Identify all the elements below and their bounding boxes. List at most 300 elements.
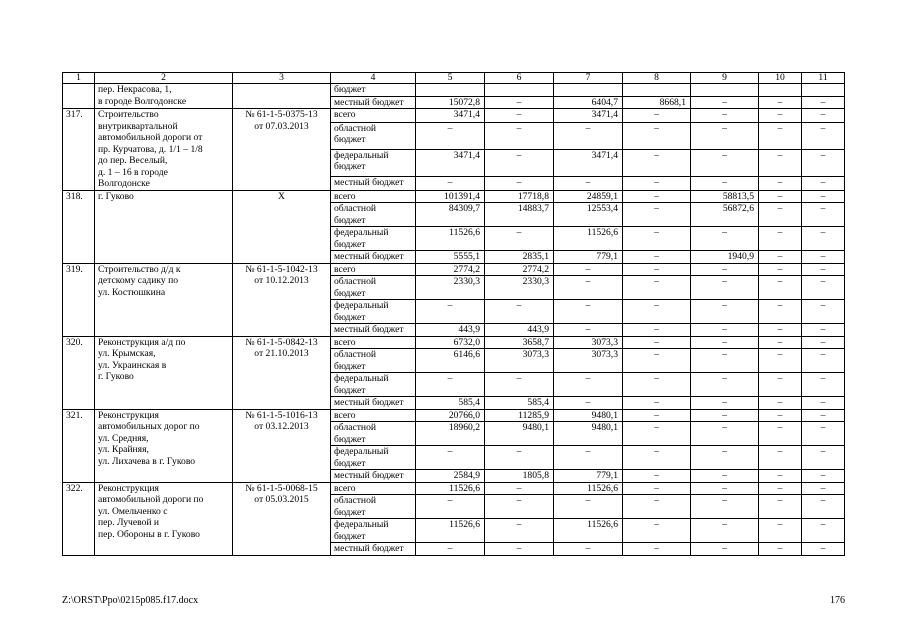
funding-source-cell — [331, 446, 416, 470]
object-name-line: пр. Курчатова, д. 1/1 – 1/8 — [98, 143, 203, 155]
amount-cell: 1805,8 — [485, 470, 554, 483]
amount-cell: 11526,6 — [416, 227, 485, 251]
funding-source-label: всего — [334, 263, 356, 275]
expertise-code-line: № 61-1-5-1016-13 — [245, 409, 318, 421]
amount-cell: – — [691, 263, 759, 276]
page-number: 176 — [830, 595, 845, 606]
funding-source-cell — [331, 409, 416, 422]
amount-cell: – — [802, 336, 845, 349]
amount-cell: – — [554, 543, 623, 556]
amount-cell: – — [623, 495, 691, 519]
amount-cell: – — [759, 543, 802, 556]
funding-source-cell — [331, 276, 416, 300]
amount-cell: – — [691, 300, 759, 324]
object-name-line: автомобильной дороги от — [98, 132, 203, 143]
funding-source-cell — [331, 422, 416, 446]
amount-cell: – — [691, 482, 759, 495]
amount-cell: 6732,0 — [416, 336, 485, 349]
amount-cell: – — [802, 251, 845, 264]
funding-source-cell — [331, 251, 416, 264]
amount-cell: – — [691, 276, 759, 300]
object-name-cell — [95, 109, 233, 191]
amount-cell: – — [485, 227, 554, 251]
amount-cell — [802, 84, 845, 97]
amount-cell: 779,1 — [554, 470, 623, 483]
funding-source-label: местный бюджет — [334, 96, 404, 108]
budget-table — [62, 72, 845, 556]
amount-cell: – — [485, 122, 554, 149]
amount-cell: 2330,3 — [485, 276, 554, 300]
amount-cell: – — [416, 176, 485, 190]
object-name-cell — [95, 409, 233, 482]
object-name-line: ул. Лихачева в г. Гуково — [98, 455, 196, 467]
item-number-cell: 322. — [63, 482, 95, 555]
expertise-code-cell — [233, 84, 331, 109]
amount-cell: 443,9 — [485, 324, 554, 337]
amount-cell: 9480,1 — [554, 422, 623, 446]
amount-cell: 18960,2 — [416, 422, 485, 446]
amount-cell: 443,9 — [416, 324, 485, 337]
amount-cell: – — [416, 300, 485, 324]
amount-cell: – — [691, 96, 759, 109]
amount-cell: – — [759, 409, 802, 422]
funding-source-cell — [331, 96, 416, 109]
table-row — [63, 482, 845, 495]
amount-cell: 3073,3 — [485, 349, 554, 373]
object-name-line: ул. Омельченко с — [98, 505, 168, 517]
object-name-line: детскому садику по — [98, 275, 179, 286]
funding-source-cell — [331, 519, 416, 543]
amount-cell: – — [802, 470, 845, 483]
column-number-header: 6 — [485, 73, 554, 84]
funding-source-cell — [331, 227, 416, 251]
amount-cell: 6146,6 — [416, 349, 485, 373]
amount-cell: – — [759, 324, 802, 337]
amount-cell: 3073,3 — [554, 349, 623, 373]
expertise-code-cell — [233, 190, 331, 263]
item-number-cell: 319. — [63, 263, 95, 336]
amount-cell: – — [485, 176, 554, 190]
funding-source-label: бюджет — [334, 360, 366, 372]
amount-cell: – — [623, 422, 691, 446]
funding-source-label: всего — [334, 409, 356, 421]
amount-cell: – — [759, 422, 802, 446]
item-number-cell: 318. — [63, 190, 95, 263]
funding-source-cell — [331, 543, 416, 556]
funding-source-cell — [331, 349, 416, 373]
amount-cell: – — [554, 122, 623, 149]
amount-cell: – — [623, 336, 691, 349]
expertise-code-line: № 61-1-5-0068-15 — [245, 482, 318, 494]
amount-cell: 3471,4 — [416, 149, 485, 176]
amount-cell: – — [759, 446, 802, 470]
amount-cell: 3471,4 — [554, 109, 623, 123]
amount-cell: – — [623, 190, 691, 203]
object-name-line: Строительство — [98, 109, 159, 120]
funding-source-label: бюджет — [334, 311, 366, 323]
amount-cell: – — [691, 122, 759, 149]
funding-source-label: бюджет — [334, 214, 366, 226]
amount-cell: – — [802, 482, 845, 495]
amount-cell: – — [623, 373, 691, 397]
amount-cell: – — [554, 263, 623, 276]
funding-source-cell — [331, 84, 416, 97]
funding-source-label: федеральный — [334, 227, 389, 238]
amount-cell: – — [623, 324, 691, 337]
amount-cell: – — [623, 203, 691, 227]
funding-source-label: местный бюджет — [334, 324, 404, 335]
funding-source-cell — [331, 109, 416, 123]
funding-source-label: всего — [334, 336, 356, 348]
amount-cell: – — [623, 227, 691, 251]
amount-cell: – — [759, 495, 802, 519]
amount-cell: – — [759, 227, 802, 251]
amount-cell: – — [691, 349, 759, 373]
amount-cell: – — [485, 495, 554, 519]
amount-cell: 585,4 — [485, 397, 554, 410]
amount-cell: – — [802, 373, 845, 397]
funding-source-label: бюджет — [334, 530, 366, 542]
expertise-code-cell — [233, 109, 331, 191]
amount-cell: – — [691, 324, 759, 337]
funding-source-cell — [331, 482, 416, 495]
object-name-line: Реконструкция — [98, 409, 159, 421]
funding-source-cell — [331, 149, 416, 176]
funding-source-cell — [331, 470, 416, 483]
funding-source-label: областной — [334, 203, 377, 214]
funding-source-cell — [331, 324, 416, 337]
object-name-line: пер. Лучевой и — [98, 517, 160, 528]
amount-cell: – — [623, 397, 691, 410]
amount-cell: – — [759, 470, 802, 483]
funding-source-label: федеральный — [334, 300, 389, 311]
amount-cell: 2330,3 — [416, 276, 485, 300]
amount-cell: – — [691, 543, 759, 556]
funding-source-cell — [331, 495, 416, 519]
amount-cell: – — [802, 149, 845, 176]
amount-cell: – — [759, 190, 802, 203]
object-name-line: ул. Костюшкина — [98, 286, 166, 298]
amount-cell: 24859,1 — [554, 190, 623, 203]
expertise-code-line: от 03.12.2013 — [254, 421, 309, 432]
funding-source-label: бюджет — [334, 238, 366, 250]
amount-cell: – — [623, 122, 691, 149]
funding-source-label: бюджет — [334, 134, 366, 146]
object-name-line: внутриквартальной — [98, 120, 178, 132]
funding-source-label: всего — [334, 109, 356, 120]
amount-cell: 9480,1 — [554, 409, 623, 422]
expertise-code-line: от 05.03.2015 — [254, 494, 309, 505]
funding-source-label: областной — [334, 276, 377, 287]
column-number-header: 10 — [759, 73, 802, 84]
amount-cell: 17718,8 — [485, 190, 554, 203]
amount-cell: 3471,4 — [416, 109, 485, 123]
object-name-line: ул. Украинская в — [98, 359, 167, 371]
object-name-cell — [95, 263, 233, 336]
amount-cell: – — [691, 227, 759, 251]
amount-cell: – — [759, 519, 802, 543]
funding-source-label: федеральный — [334, 446, 389, 457]
amount-cell: 14883,7 — [485, 203, 554, 227]
funding-source-label: областной — [334, 495, 377, 506]
amount-cell: – — [485, 149, 554, 176]
amount-cell: – — [759, 96, 802, 109]
funding-source-label: федеральный — [334, 149, 389, 161]
object-name-cell — [95, 482, 233, 555]
amount-cell: – — [416, 543, 485, 556]
table-row — [63, 409, 845, 422]
amount-cell: – — [691, 336, 759, 349]
amount-cell: – — [485, 96, 554, 109]
funding-source-label: всего — [334, 190, 356, 202]
amount-cell: – — [691, 109, 759, 123]
amount-cell: – — [416, 495, 485, 519]
funding-source-cell — [331, 190, 416, 203]
amount-cell — [691, 84, 759, 97]
amount-cell: – — [623, 109, 691, 123]
amount-cell: – — [554, 397, 623, 410]
amount-cell: – — [802, 122, 845, 149]
object-name-line: автомобильных дорог по — [98, 421, 200, 432]
amount-cell: – — [802, 96, 845, 109]
funding-source-label: бюджет — [334, 457, 366, 469]
amount-cell: 11526,6 — [554, 227, 623, 251]
amount-cell: – — [554, 276, 623, 300]
funding-source-cell — [331, 373, 416, 397]
funding-source-label: всего — [334, 482, 356, 494]
amount-cell: – — [623, 276, 691, 300]
amount-cell: – — [759, 336, 802, 349]
column-number-header: 1 — [63, 73, 95, 84]
amount-cell: – — [802, 519, 845, 543]
amount-cell: – — [802, 495, 845, 519]
funding-source-cell — [331, 176, 416, 190]
amount-cell: – — [759, 263, 802, 276]
amount-cell: 5555,1 — [416, 251, 485, 264]
amount-cell: – — [623, 349, 691, 373]
footer-file-path: Z:\ORST\Ppo\0215p085.f17.docx — [62, 595, 199, 606]
amount-cell: – — [802, 397, 845, 410]
amount-cell: 84309,7 — [416, 203, 485, 227]
expertise-code-line: № 61-1-5-1042-13 — [245, 263, 318, 275]
amount-cell: – — [485, 109, 554, 123]
amount-cell: 11526,6 — [416, 519, 485, 543]
amount-cell: – — [623, 543, 691, 556]
amount-cell: – — [802, 263, 845, 276]
amount-cell: – — [485, 543, 554, 556]
funding-source-label: местный бюджет — [334, 176, 404, 188]
amount-cell: – — [485, 519, 554, 543]
funding-source-cell — [331, 203, 416, 227]
funding-source-label: федеральный — [334, 373, 389, 384]
funding-source-label: местный бюджет — [334, 470, 404, 481]
amount-cell: 3073,3 — [554, 336, 623, 349]
amount-cell: – — [802, 324, 845, 337]
amount-cell: – — [554, 176, 623, 190]
amount-cell: 2774,2 — [416, 263, 485, 276]
amount-cell: – — [759, 373, 802, 397]
amount-cell: – — [554, 446, 623, 470]
amount-cell: – — [802, 349, 845, 373]
funding-source-cell — [331, 397, 416, 410]
amount-cell: – — [759, 397, 802, 410]
amount-cell: 8668,1 — [623, 96, 691, 109]
funding-source-label: местный бюджет — [334, 543, 404, 554]
amount-cell: – — [416, 446, 485, 470]
amount-cell: – — [485, 373, 554, 397]
expertise-code-cell — [233, 482, 331, 555]
amount-cell: – — [802, 176, 845, 190]
object-name-line: Реконструкция а/д по — [98, 336, 186, 348]
amount-cell: 3471,4 — [554, 149, 623, 176]
amount-cell: – — [759, 251, 802, 264]
amount-cell: – — [623, 251, 691, 264]
amount-cell: – — [802, 276, 845, 300]
column-number-header: 3 — [233, 73, 331, 84]
object-name-line: Строительство д/д к — [98, 263, 181, 275]
amount-cell: – — [759, 349, 802, 373]
amount-cell: – — [554, 373, 623, 397]
object-name-line: г. Гуково — [98, 190, 134, 202]
amount-cell: – — [802, 300, 845, 324]
amount-cell: – — [623, 263, 691, 276]
amount-cell: – — [759, 149, 802, 176]
table-row — [63, 190, 845, 203]
funding-source-label: бюджет — [334, 384, 366, 396]
object-name-cell — [95, 84, 233, 109]
header-row — [63, 73, 845, 84]
amount-cell: – — [691, 495, 759, 519]
object-name-line: ул. Крайняя, — [98, 444, 149, 455]
amount-cell: – — [691, 470, 759, 483]
amount-cell — [623, 84, 691, 97]
object-name-line: пер. Некрасова, 1, — [98, 84, 172, 95]
amount-cell — [416, 84, 485, 97]
amount-cell: – — [759, 122, 802, 149]
amount-cell: 3658,7 — [485, 336, 554, 349]
object-name-line: автомобильной дороги по — [98, 494, 204, 505]
amount-cell: – — [691, 519, 759, 543]
amount-cell: – — [802, 227, 845, 251]
table-body — [63, 73, 845, 556]
funding-source-label: бюджет — [334, 433, 366, 445]
amount-cell: – — [802, 190, 845, 203]
amount-cell: 58813,5 — [691, 190, 759, 203]
column-number-header: 9 — [691, 73, 759, 84]
amount-cell: 20766,0 — [416, 409, 485, 422]
expertise-code-line: от 07.03.2013 — [254, 120, 309, 132]
funding-source-label: бюджет — [334, 84, 366, 95]
amount-cell: – — [623, 482, 691, 495]
amount-cell: 2774,2 — [485, 263, 554, 276]
amount-cell: – — [554, 495, 623, 519]
amount-cell: – — [691, 149, 759, 176]
amount-cell — [759, 84, 802, 97]
amount-cell: 585,4 — [416, 397, 485, 410]
object-name-line: в городе Волгодонске — [98, 95, 187, 107]
object-name-line: пер. Обороны в г. Гуково — [98, 528, 200, 540]
amount-cell: 6404,7 — [554, 96, 623, 109]
item-number-cell: 321. — [63, 409, 95, 482]
amount-cell: – — [623, 149, 691, 176]
amount-cell: – — [623, 519, 691, 543]
expertise-code-line: № 61-1-5-0842-13 — [245, 336, 318, 348]
column-number-header: 4 — [331, 73, 416, 84]
amount-cell: – — [416, 373, 485, 397]
column-number-header: 2 — [95, 73, 233, 84]
item-number-cell: 320. — [63, 336, 95, 409]
amount-cell: – — [802, 203, 845, 227]
expertise-code-line: Х — [278, 190, 285, 202]
amount-cell: – — [691, 397, 759, 410]
amount-cell: – — [623, 470, 691, 483]
object-name-line: д. 1 – 16 в городе — [98, 166, 168, 178]
amount-cell: – — [802, 109, 845, 123]
amount-cell: – — [759, 482, 802, 495]
funding-source-cell — [331, 122, 416, 149]
amount-cell: 12553,4 — [554, 203, 623, 227]
amount-cell: 11526,6 — [554, 482, 623, 495]
amount-cell: 1940,9 — [691, 251, 759, 264]
funding-source-cell — [331, 300, 416, 324]
amount-cell: – — [759, 276, 802, 300]
expertise-code-line: от 10.12.2013 — [254, 275, 309, 286]
column-number-header: 7 — [554, 73, 623, 84]
amount-cell — [485, 84, 554, 97]
object-name-cell — [95, 336, 233, 409]
object-name-cell — [95, 190, 233, 263]
amount-cell: 11285,9 — [485, 409, 554, 422]
table-row — [63, 336, 845, 349]
expertise-code-cell — [233, 263, 331, 336]
amount-cell — [554, 84, 623, 97]
amount-cell: – — [759, 300, 802, 324]
expertise-code-cell — [233, 336, 331, 409]
item-number-cell — [63, 84, 95, 109]
column-number-header: 5 — [416, 73, 485, 84]
amount-cell: – — [802, 446, 845, 470]
amount-cell: 56872,6 — [691, 203, 759, 227]
amount-cell: 2584,9 — [416, 470, 485, 483]
object-name-line: Волгодонске — [98, 178, 150, 189]
funding-source-label: бюджет — [334, 287, 366, 299]
amount-cell: – — [759, 203, 802, 227]
amount-cell: – — [485, 300, 554, 324]
amount-cell: – — [623, 300, 691, 324]
column-number-header: 8 — [623, 73, 691, 84]
funding-source-label: бюджет — [334, 161, 366, 173]
funding-source-label: местный бюджет — [334, 397, 404, 408]
table-row — [63, 109, 845, 123]
table-row — [63, 263, 845, 276]
amount-cell: – — [554, 324, 623, 337]
amount-cell: 779,1 — [554, 251, 623, 264]
funding-source-label: федеральный — [334, 519, 389, 530]
amount-cell: 9480,1 — [485, 422, 554, 446]
object-name-line: ул. Средняя, — [98, 432, 149, 444]
amount-cell: – — [416, 122, 485, 149]
funding-source-label: областной — [334, 122, 377, 134]
amount-cell: – — [802, 543, 845, 556]
object-name-line: ул. Крымская, — [98, 348, 156, 359]
amount-cell: 11526,6 — [416, 482, 485, 495]
object-name-line: г. Гуково — [98, 371, 134, 382]
amount-cell: – — [623, 446, 691, 470]
expertise-code-line: от 21.10.2013 — [254, 348, 309, 359]
item-number-cell: 317. — [63, 109, 95, 191]
amount-cell: – — [759, 109, 802, 123]
expertise-code-cell — [233, 409, 331, 482]
